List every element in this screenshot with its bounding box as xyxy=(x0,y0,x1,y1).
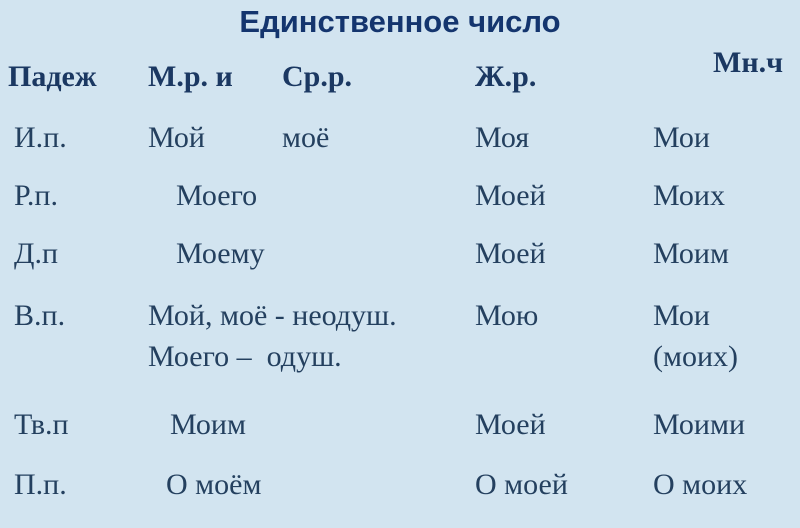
cell-masc-neut xyxy=(148,295,475,377)
cell-masc-neut: Моим xyxy=(170,408,246,441)
cell-plural xyxy=(653,295,800,377)
cell-feminine: О моей xyxy=(475,468,568,501)
cell-feminine: Моей xyxy=(475,236,546,270)
case-label: Д.п xyxy=(14,236,59,270)
table-row xyxy=(0,225,800,282)
cell-plural: Моих xyxy=(653,178,725,212)
table-row xyxy=(0,110,800,166)
table-row xyxy=(0,282,800,395)
case-label: И.п. xyxy=(14,121,67,154)
case-label: В.п. xyxy=(14,299,66,332)
table-header-row xyxy=(0,44,800,110)
table-row xyxy=(0,395,800,455)
case-label: Тв.п xyxy=(14,408,69,441)
cell-plural-line2: (моих) xyxy=(653,340,739,373)
table-row xyxy=(0,166,800,225)
table-row xyxy=(0,455,800,528)
cell-plural-line1: Мои xyxy=(653,299,710,332)
cell-masc-neut-line1: Мой, моё - неодуш. xyxy=(148,299,397,332)
cell-feminine: Мою xyxy=(475,299,539,332)
cell-plural: О моих xyxy=(653,468,748,501)
cell-plural: Моим xyxy=(653,236,729,270)
cell-masc-neut: Моего xyxy=(176,178,258,212)
cell-masc-neut: Моему xyxy=(176,236,265,270)
cell-masculine: Мой xyxy=(148,121,205,154)
cell-masc-neut: О моём xyxy=(166,468,262,501)
header-masculine: М.р. и xyxy=(148,60,233,93)
cell-feminine: Моей xyxy=(475,408,546,441)
cell-feminine: Моя xyxy=(475,121,530,154)
header-case: Падеж xyxy=(8,60,97,93)
case-label: П.п. xyxy=(14,468,67,501)
cell-plural: Моими xyxy=(653,408,746,441)
header-plural: Мн.ч xyxy=(713,46,784,79)
cell-feminine: Моей xyxy=(475,178,546,212)
header-feminine: Ж.р. xyxy=(475,60,537,93)
header-neuter: Ср.р. xyxy=(282,60,353,93)
case-label: Р.п. xyxy=(14,178,58,212)
cell-masc-neut-line2: Моего – одуш. xyxy=(148,340,342,373)
cell-plural: Мои xyxy=(653,121,710,154)
page-title: Единственное число xyxy=(239,4,561,39)
cell-neuter: моё xyxy=(282,121,330,154)
